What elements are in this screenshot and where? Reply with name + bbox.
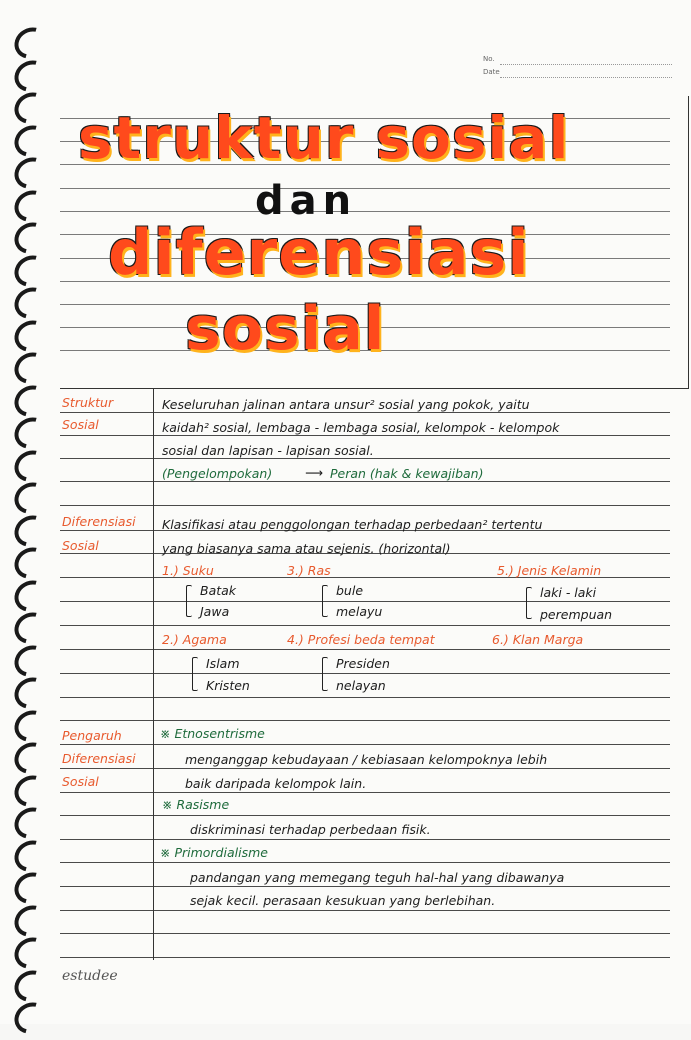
term-sosial-2: Sosial (62, 538, 99, 553)
title-line-4: sosial (185, 294, 386, 364)
spiral-ring (9, 282, 53, 325)
spiral-ring (9, 509, 53, 552)
suku-item-1: Batak (200, 583, 237, 598)
term-struktur: Struktur (62, 395, 114, 410)
arrow-icon: ⟶ (305, 465, 323, 480)
term-sosial-1: Sosial (62, 417, 99, 432)
ras-item-1: bule (336, 583, 364, 598)
etnosentrisme-line-2: baik daripada kelompok lain. (185, 776, 367, 791)
struktur-note-a: (Pengelompokan) (162, 466, 273, 481)
spiral-ring (9, 964, 53, 1007)
spiral-ring (9, 997, 53, 1040)
margin-line (153, 388, 154, 960)
term-diferensiasi-2: Diferensiasi (62, 751, 136, 766)
spiral-ring (9, 769, 53, 812)
primordialisme-line-1: pandangan yang memegang teguh hal-hal yang dibawanya (190, 870, 565, 885)
spiral-ring (9, 639, 53, 682)
date-line (500, 77, 672, 78)
spiral-ring (9, 574, 53, 617)
category-ras: 3.) Ras (287, 563, 331, 578)
spiral-ring (9, 672, 53, 715)
ras-item-2: melayu (336, 604, 383, 619)
ruled-line (60, 505, 670, 506)
ruled-line (60, 481, 670, 482)
ruled-line (60, 601, 670, 602)
bracket-icon (322, 657, 328, 691)
bracket-icon (192, 657, 198, 691)
ruled-line (60, 839, 670, 840)
term-diferensiasi: Diferensiasi (62, 514, 136, 529)
ruled-line (60, 673, 670, 674)
ruled-line (60, 957, 670, 958)
ruled-line (60, 815, 670, 816)
spiral-ring (9, 379, 53, 422)
spiral-ring (9, 932, 53, 975)
spiral-ring (9, 704, 53, 747)
title-line-3: diferensiasi (108, 216, 530, 289)
ruled-line (60, 768, 670, 769)
ruled-line (60, 933, 670, 934)
profesi-item-1: Presiden (336, 656, 390, 671)
suku-item-2: Jawa (200, 604, 230, 619)
spiral-ring (9, 802, 53, 845)
spiral-ring (9, 184, 53, 227)
ruled-line (60, 910, 670, 911)
spiral-ring (9, 314, 53, 357)
spiral-ring (9, 737, 53, 780)
spiral-ring (9, 152, 53, 195)
etnosentrisme-line-1: menganggap kebudayaan / kebiasaan kelompoknya lebih (185, 752, 548, 767)
jenis-kelamin-item-2: perempuan (540, 607, 613, 622)
spiral-ring (9, 54, 53, 97)
ruled-line (60, 625, 670, 626)
date-label: Date (483, 68, 500, 76)
signature: estudee (62, 968, 118, 984)
spiral-ring (9, 477, 53, 520)
ruled-line (60, 862, 670, 863)
struktur-note-b: Peran (hak & kewajiban) (330, 466, 484, 481)
category-jenis-kelamin: 5.) Jenis Kelamin (497, 563, 602, 578)
bracket-icon (186, 585, 192, 617)
spiral-ring (9, 347, 53, 390)
spiral-ring (9, 22, 53, 65)
ruled-line (60, 435, 670, 436)
ruled-line (60, 412, 670, 413)
category-profesi: 4.) Profesi beda tempat (287, 632, 435, 647)
spiral-ring (9, 607, 53, 650)
struktur-line-1: Keseluruhan jalinan antara unsur² sosial yang pokok, yaitu (162, 397, 530, 412)
category-agama: 2.) Agama (162, 632, 227, 647)
spiral-ring (9, 834, 53, 877)
ruled-line (60, 458, 670, 459)
ruled-line (60, 720, 670, 721)
ruled-line (60, 886, 670, 887)
struktur-line-3: sosial dan lapisan - lapisan sosial. (162, 443, 374, 458)
jenis-kelamin-item-1: laki - laki (540, 585, 597, 600)
diferensiasi-line-1: Klasifikasi atau penggolongan terhadap perbedaan² tertentu (162, 517, 543, 532)
bracket-icon (526, 587, 532, 619)
heading-rasisme: ※ Rasisme (162, 797, 230, 812)
category-klan-marga: 6.) Klan Marga (492, 632, 584, 647)
struktur-line-2: kaidah² sosial, lembaga - lembaga sosial, kelompok - kelompok (162, 420, 560, 435)
spiral-ring (9, 119, 53, 162)
title-line-1: struktur sosial (78, 104, 570, 172)
ruled-line (60, 697, 670, 698)
ruled-line (60, 792, 670, 793)
spiral-ring (9, 867, 53, 910)
rasisme-line-1: diskriminasi terhadap perbedaan fisik. (190, 822, 431, 837)
heading-primordialisme: ※ Primordialisme (160, 845, 268, 860)
spiral-ring (9, 899, 53, 942)
agama-item-2: Kristen (206, 678, 250, 693)
agama-item-1: Islam (206, 656, 240, 671)
spiral-ring (9, 412, 53, 455)
spiral-ring (9, 217, 53, 260)
title-line-2: dan (255, 178, 358, 224)
primordialisme-line-2: sejak kecil. perasaan kesukuan yang berlebihan. (190, 893, 496, 908)
bracket-icon (322, 585, 328, 617)
spiral-ring (9, 249, 53, 292)
term-pengaruh: Pengaruh (62, 728, 122, 743)
heading-etnosentrisme: ※ Etnosentrisme (160, 726, 265, 741)
no-line (500, 64, 672, 65)
spiral-ring (9, 87, 53, 130)
no-label: No. (483, 55, 495, 63)
spiral-ring (9, 444, 53, 487)
category-suku: 1.) Suku (162, 563, 214, 578)
term-sosial-3: Sosial (62, 774, 99, 789)
spiral-ring (9, 542, 53, 585)
ruled-line (60, 744, 670, 745)
diferensiasi-line-2: yang biasanya sama atau sejenis. (horizontal) (162, 541, 451, 556)
ruled-line (60, 649, 670, 650)
profesi-item-2: nelayan (336, 678, 386, 693)
